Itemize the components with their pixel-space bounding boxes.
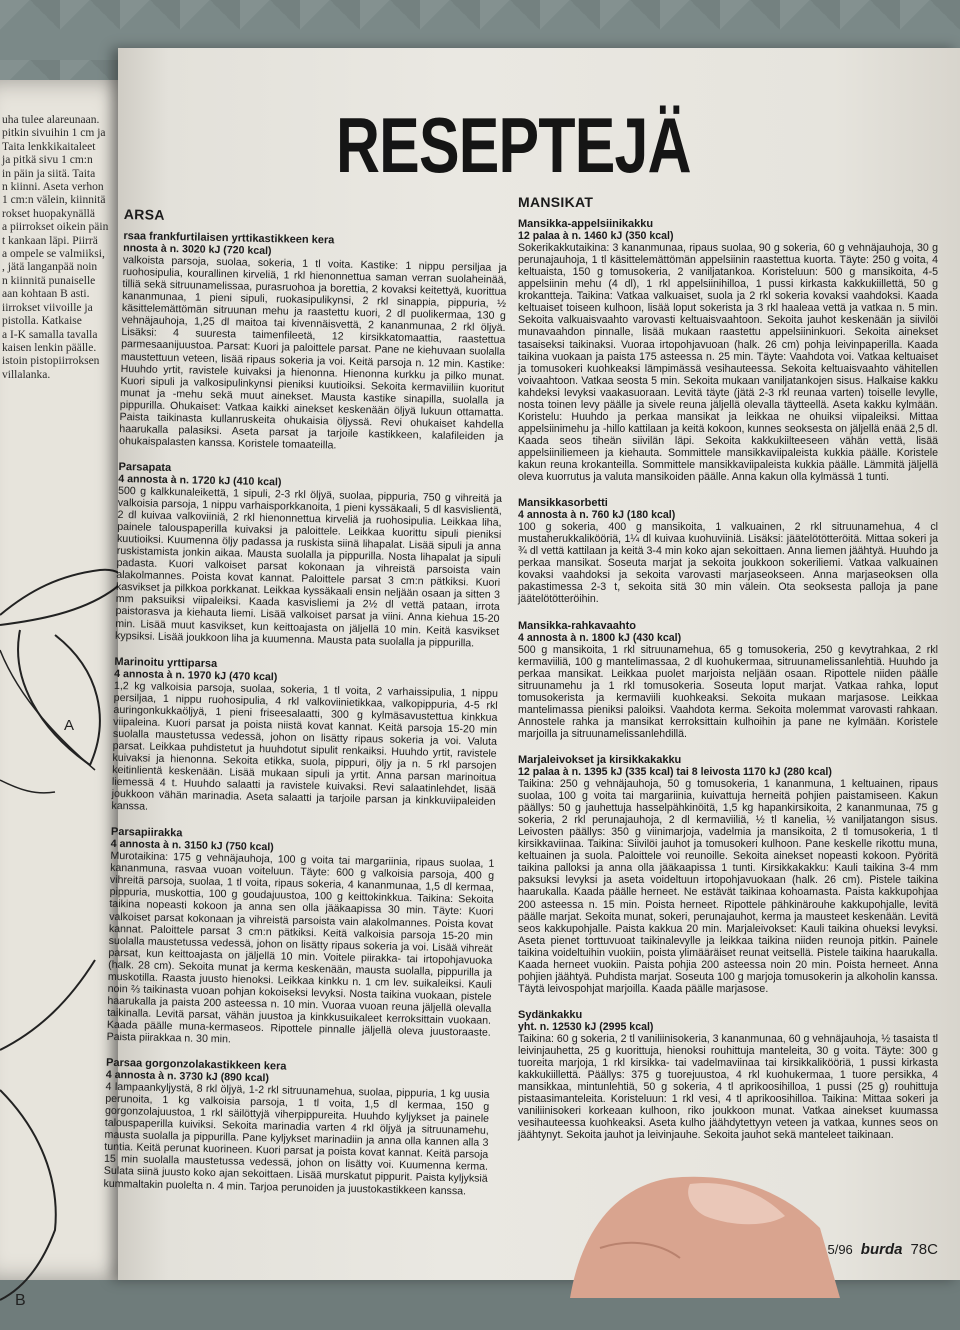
- recipe-kcal: yht. n. 12530 kJ (2995 kcal): [518, 1020, 654, 1033]
- recipe-body: Taikina: 60 g sokeria, 2 tl vaniliinisokeria, 3 kananmunaa, 60 g vehnäjauhoja, ½ tasaista tl leivinjauhetta, 25 g kuorittuja, hienoksi rouhittuja manteleita, 30 g voita. Täyte: 300 g tuoreita marjoja, 1 rkl kirsikka- tai vadelmaviinaa tai kirsikkalikööriä, 1 pussi kirkasta kakkukiillettä. Päällys: 375 g tuorejuustoa, 4 rkl kuohukermaa, 1 tuore persikka, 4 mansikkaa, mintunlehtiä, 50 g sokeria, 4 tl aprikoosihilloa, 1 pussi (25 g) rouhittuja pistaasimanteleita. Koristeluun: 1 rkl vesi, 4 tl aprikoosihilloa. Taikina: Mittaa sokeri ja vaniliinisokeri korkeaan kulhoon, riko joukkoon munat. Vatkaa ainekset kuumassa vesihauteessa kuohkeaksi. Aseta kulho jäähdytettyyn veteen ja vatkaa, kunnes seos on jäähtynyt. Sekoita jauhot ja leivinjauhe. Sekoita jauhot sekä manteleet taikinaan.: [518, 1033, 938, 1142]
- recipe-title: rsaa frankfurtilaisen yrttikastikkeen kera: [123, 230, 335, 247]
- left-page-line: a I-K samalla tavalla: [2, 328, 98, 341]
- left-page-line: Taita lenkkikaitaleet: [2, 140, 96, 153]
- left-page-line: kaisen lenkin päälle.: [2, 341, 97, 354]
- recipe-kcal: 12 palaa à n. 1395 kJ (335 kcal) tai 8 leivosta 1170 kJ (280 kcal): [518, 766, 832, 779]
- left-page-line: n kiinni. Aseta verhon: [2, 181, 104, 194]
- left-page-line: pistolla. Katkaise: [2, 315, 82, 328]
- recipe-body: Murotaikina: 175 g vehnäjauhoja, 100 g voita tai margariinia, ripaus suolaa, 1 kananmuna, rasvaa vuoan voiteluun. Täyte: 600 g valkoisia parsoja, 400 g vihreitä parsoja, suolaa, 1 tl voita, ripaus sokeria, 4 kananmunaa, 1,5 dl kermaa, pippuria, muskottia, 100 g goudajuustoa, 100 g keittokinkkua. Taikina: Sekoita taikina nopeasti kokoon ja anna sen olla jääkaapissa 30 min. Täyte: Kuori valkoiset parsat kokonaan ja vihreistä parsoista vain alakolmannes. Poista kovat kannat. Paloittele parsat 3 cm:n pätkiksi. Keitä valkoisia parsoja 15-20 min suolalla maustetussa vedessä, johon on lisätty ripaus sokeria ja voi. Lisää vihreät parsat, kun keittoajasta on jäljellä 10 min. Voitele piirakka- tai irtopohjavuoka (halk. 28 cm). Sekoita munat ja kerma keskenään, mausta suolalla, pippurilla ja muskotilla. Raasta juusto hienoksi. Leikkaa kinkku n. 1 cm lev. suikaleiksi. Kauli noin ⅔ taikinasta vuoan pohjan kokoiseksi levyksi. Nosta taikina vuokaan, pistele haarukalla ja paista 200 asteessa n. 10 min. Vuoraa vuoan reuna jäljellä olevalla taikinalla. Levitä parsat, vähän juustoa ja kinkkusuikaleet kerroksittain vuokaan. Kaada päälle muna-kermaseos. Ripottele pinnalle jäljellä oleva juustoraaste. Paista piirakkaa n. 30 min.: [106, 850, 495, 1046]
- recipe-title: Parsaa gorgonzolakastikkeen kera: [105, 1056, 287, 1073]
- recipe-title: Marjaleivokset ja kirsikkakakku: [518, 753, 682, 766]
- pattern-label-a: A: [64, 717, 75, 734]
- left-recipes: [103, 230, 507, 1197]
- left-column: [103, 208, 508, 1211]
- section-title-parsa: ARSA: [123, 206, 165, 223]
- page-number: 78C: [910, 1241, 938, 1258]
- page-footer: [827, 1241, 938, 1258]
- right-column: [518, 196, 938, 1155]
- left-page-line: , jätä langanpää noin: [2, 261, 98, 274]
- left-page-line: 1 cm:n välein, kiinnitä: [2, 194, 106, 207]
- recipe: [115, 461, 503, 650]
- left-page-line: uha tulee alareunaan.: [2, 114, 100, 126]
- recipe-body: valkoista parsoja, suolaa, sokeria, 1 tl voita. Kastike: 1 nippu persiljaa ja ruohosipulia, kourallinen kirveliä, 1 rkl hienonnettua saman verran suolaheinää, tilliä sekä sitruunamelissaa, purasruohoa ja borettia, 2 kovaksi keitettyä, kuorittua kananmunaa, 1 pieni sipuli, ruokasipulikynsi, 2 rkl sinappia, pippuria, ½ käsittelemättömän sitruunan mehu ja raastettu kuori, 2 dl puolikermaa, 130 g vehnäjauhoja, 1,25 dl maitoa tai kivennäisvettä, 2 kananmunaa, 2 rkl öljyä. Lisäksi: 4 suuresta taimenfileetä, 12 kirsikkatomaattia, raastettua parmesaanijuustoa. Parsat: Kuori ja paloittele parsat. Pane ne kiehuvaan suolalla maustettuun veteen, lisää ripaus sokeria ja voi. Keitä parsoja n. 12 min. Kastike: Huuhdo yrtit, ravistele kuivaksi ja hienonna. Hienonna kurkku ja pilko munat. Kuori sipuli ja valkosipulinkynsi pieniksi kuutioiksi. Sekoita kermaviiliin kuoritut munat ja -mehu sekä muut ainekset. Mausta kastike sinapilla, suolalla ja pippurilla. Ohukaiset: Vatkaa kaikki ainekset keskenään öljyä lukuun ottamatta. Paista taikinasta kullanruskeita ohukaisia öljyssä. Revi ohukaiset kahdella haarukalla palasiksi. Aseta parsat ja tarjoile kastikkeen, kalafileiden ja ohukaispalasten kanssa. Koristele tomaateilla.: [118, 254, 507, 452]
- recipe-kcal: 4 annosta à n. 1970 kJ (470 kcal): [114, 667, 278, 683]
- left-page-line: a piirrokset oikein päin: [2, 221, 109, 234]
- left-page-line: a ompele se valmiiksi,: [2, 248, 105, 261]
- recipe-body: Sokerikakkutaikina: 3 kananmunaa, ripaus suolaa, 90 g sokeria, 60 g vehnäjauhoja, 30 g perunajauhoja, 1 tl käsittelemättömän appelsiinin raastettua kuorta. Täyte: 250 g voita, 4 keltuaista, 150 g tomusokeria, 2 vaniljatankoa. Koristeluun: 500 g mansikoita, 4-5 appelsiinin mehu (4 dl), 1 rkl appelsiinihilloa, 1 pussi kirkasta kakkukiillettä, 50 g krokantteja. Taikina: Vatkaa valkuaiset, suola ja 2 rkl sokeria kovaksi vaahdoksi. Kaada keltuaiset toiseen kulhoon, lisää loput sokerista ja 3 rkl haaleaa vettä ja vatkaa n. 5 min. Sekoita valkuaisvaahto varovasti keltuaisvaahtoon. Sekoita jauhot keskenään ja siivilöi munavaahdon pinnalle, lisää mukaan raastettu appelsiininkuori. Sekoita ainekset tasaiseksi taikinaksi. Vuoraa irtopohjavuoan (halk. 26 cm) pohja leivinpaperilla. Kaada taikina vuokaan ja paista 175 asteessa n. 25 min. Täyte: Vaahdota voi. Vatkaa keltuaiset ja tomusokeri kuohkeaksi lämpimässä vesihauteessa. Sekoita keltuaisvaahto vähitellen voivaahtoon. Vatkaa seosta 5 min. Sekoita mukaan vaniljatankojen sisus. Halkaise kakku kahdeksi levyksi vaakasuoraan. Levitä täyte (jätä 2-3 rkl reunaa varten) toiselle levylle, nosta toinen levy päälle ja sivele reuna jäljellä olevalla täytteellä. Aseta kakku kylmään. Koristelu: Huuhdo ja perkaa mansikat ja leikkaa ne ohuiksi viipaleiksi. Mittaa appelsiinimehu ja -hillo kattilaan ja keitä kokoon, kunnes seoksesta on jäljellä enää 2,5 dl. Kaada seos tiheän siivilän läpi. Sekoita kakkukiilteeseen vähän vettä, lisää appelsiiniliemeen ja kiehauta. Sommittele mansikkaviipaleista kukkia päälle. Koristele kakun reuna krokanteilla. Sommittele mansikkaviipaleista kukkia päälle. Lämmitä jäljellä oleva kuorrutus ja valuta mansikoiden päälle. Anna kakun olla kylmässä 1 tunti.: [518, 242, 938, 484]
- recipe-kcal: 4 annosta à n. 3730 kJ (890 kcal): [105, 1068, 270, 1085]
- recipe: [518, 754, 938, 995]
- left-page-line: pitkin sivuihin 1 cm ja: [2, 127, 106, 140]
- recipe-title: Mansikka-appelsiinikakku: [518, 218, 654, 231]
- recipe-body: 500 g kalkkunaleikettä, 1 sipuli, 2-3 rkl öljyä, suolaa, pippuria, 750 g vihreitä ja valkoisia parsoja, 1 nippu varhaisporkkanoita, 1 pieni kyssäkaali, 5 dl kasvislientä, 2 dl kuivaa valkoviiniä, 2 rkl hienonnettua kirveliä ja ruohosipulia. Leikkaa liha, painele talouspaperilla kuivaksi ja paloittele. Leikkaa kuorittu sipuli pieniksi kuutioiksi. Kuumenna öljy padassa ja ruskista siinä lihapalat. Lisää sipuli ja anna ruskistamista jonkin aikaa. Mausta suolalla ja pippurilla. Nosta lihapalat ja sipuli padasta. Kuori valkoiset parsat kokonaan ja vihreistä parsoista vain alakolmannes. Poista kovat kannat. Paloittele parsat 3 cm:n pätkiksi. Kuori kasvikset ja pilkkoa porkkanat. Leikkaa kyssäkaali ensin neljään osaan ja sitten 3 mm paksuiksi viipaleiksi. Kaada kasvisliemi ja 2½ dl vettä pataan, irrota paistorasva ja kiehauta liemi. Lisää valkoiset parsat ja viini. Anna kiehua 15-20 min. Lisää muut kasvikset, kun keittoajasta on jäljellä 10 min. Keitä kasvikset kypsiksi. Lisää joukkoon liha ja kuumenna. Mausta pata suolalla ja pippurilla.: [114, 484, 503, 649]
- left-page-line: aan kohtaan B asti.: [2, 288, 90, 301]
- recipe-title: Marinoitu yrttiparsa: [114, 655, 218, 670]
- recipe-kcal: 4 annosta à n. 760 kJ (180 kcal): [518, 509, 676, 522]
- recipe-title: Parsapiirakka: [110, 826, 183, 840]
- recipe: [107, 826, 495, 1051]
- recipe-title: Mansikka-rahkavaahto: [518, 619, 636, 632]
- recipe-title: Parsapata: [118, 460, 172, 474]
- thumb-photo: [540, 1168, 840, 1298]
- recipe-title: Sydänkakku: [518, 1008, 583, 1021]
- left-page-line: istoin pistopiirroksen: [2, 355, 100, 368]
- left-page-line: ja pitkä sivu 1 cm:n: [2, 154, 93, 167]
- right-recipes: [518, 218, 938, 1141]
- left-page-line: rokset huopakynällä: [2, 207, 95, 220]
- recipe: [518, 218, 938, 483]
- recipe: [518, 620, 938, 740]
- left-page-line: n kiinnitä punaiselle: [2, 274, 96, 287]
- recipe: [518, 497, 938, 605]
- recipe-body: 1,2 kg valkoisia parsoja, suolaa, sokeria, 1 tl voita, 2 varhaissipulia, 1 nippu persiljaa, 1 nippu ruohosipulia, 4 rkl valkoviinietikkaa, valkopippuria, 4-5 rkl auringonkukkaöljyä, 1 pieni friseesalaatti, 300 g kylmäsavustettua kinkkua viipaleina. Kuori parsat ja poista niistä kovat kannat. Keitä parsoja 15-20 min suolalla maustetussa vedessä, johon on lisätty ripaus sokeria ja voi. Valuta parsat. Leikkaa puhdistetut ja huuhdotut sipulit renkaiksi. Huuhdo yrtit, ravistele kuivaksi ja hienonna. Sekoita etikka, suola, pippuri, öljy ja n. 5 rkl parsojen keitinlientä keskenään. Lisää mukaan sipuli ja yrtit. Anna parsan marinoitua liemessä 4 t. Huuhdo salaatti ja ravistele kuivaksi. Revi salaatinlehdet, lisää joukkoon vähän marinadia. Aseta salaatti ja tarjoile parsan ja kinkkuviipaleiden kanssa.: [111, 679, 499, 813]
- pattern-label-b: B: [15, 1292, 26, 1309]
- recipe-kcal: 4 annosta à n. 3150 kJ (750 kcal): [110, 838, 274, 854]
- recipe-title: Mansikkasorbetti: [518, 497, 608, 510]
- left-page-text: [2, 114, 132, 382]
- recipe-body: Taikina: 250 g vehnäjauhoja, 50 g tomusokeria, 1 kananmuna, 1 keltuainen, ripaus suolaa, 100 g voita tai margariinia, kuivattuja herneitä pohjien paistamiseen. Kakun päällys: 50 g jauhettuja hasselpähkinöitä, 1,5 kg hapankirsikoita, 2 kananmunaa, 75 g sokeria, 2 rkl perunajauhoja, 2 dl kermaviiliä, ½ tl kanelia, ½ vaniljatangon sisus. Leivosten päällys: 350 g viinimarjoja, vadelmia ja mansikoita, 2 tl tomusokeria, 1 tl kirsikkaviinaa. Taikina: Siivilöi jauhot ja tomusokeri kulhoon. Pane keskelle rikottu muna, keltuainen ja suola. Paloittele voi reunoille. Sekoita ainekset nopeasti kokoon. Pyöritä taikina palloksi ja anna olla jääkaapissa 1 tunti. Kirsikkakakku: Kauli taikina 3-4 mm paksuksi levyksi ja aseta voideltuun irtopohjavuokaan (halk. 26 cm). Pistele taikina haarukalla. Kaada päälle herneet. Ne estävät taikinaa kohoamasta. Paista kakkupohjaa 200 asteessa n. 15 min. Poista herneet. Ripottele pähkinärouhe kakkupohjalle, levitä päälle marjat. Sekoita munat, sokeri, perunajauhot, kerma ja mausteet keskenään. Levitä seos kakkupohjalle. Paista kakkua 20 min. Marjaleivokset: Kauli taikina ohueksi levyksi. Aseta pienet torttuvuoat taikinalevylle ja leikkaa taikina niiden reunoja pitkin. Painele taikina voideltuihin vuokiin, poista ylimääräiset reunat veitsellä. Pistele taikina haarukalla. Kaada herneet vuokiin. Paista pohjia 200 asteessa noin 20 min. Poista herneet. Anna pohjien jäähtyä. Puhdista marjat. Soseuta 100 g marjoja tomusokerin ja alkoholin kanssa. Täytä leivospohjat marjoilla. Kaada päälle marjasose.: [518, 778, 938, 995]
- recipe-body: 100 g sokeria, 400 g mansikoita, 1 valkuainen, 2 rkl sitruunamehua, 4 cl mustaherukkalikööriä, 1¼ dl kuivaa kuohuviiniä. Lisäksi: jäätelötötteröitä. Mittaa sokeri ja ¾ dl vettä kattilaan ja keitä 3-4 min koko ajan sekoittaen. Anna liemen jäähtyä. Huuhdo ja perkaa mansikat. Soseuta marjat ja sekoita joukkoon sokeriliemi. Vatkaa valkuainen kovaksi vaahdoksi ja sekoita varovasti marjaseokseen. Anna marjaseoksen olla pakastimessa 2-3 t, sekoita sitä 30 min välein. Ota seoksesta palloja ja pane jäätelötötteröihin.: [518, 521, 938, 606]
- left-page-line: t kankaan läpi. Piirrä: [2, 234, 98, 247]
- recipe-body: 500 g mansikoita, 1 rkl sitruunamehua, 65 g tomusokeria, 250 g kevytrahkaa, 2 rkl kermaviiliä, 100 g mantelimassaa, 2 dl kuohukermaa, sitruunamelissanlehtiä. Huuhdo ja perkaa mansikat. Leikkaa puolet marjoista neljään osaan. Ripottele niiden päälle sitruunamehu ja 1 rkl tomusokeria. Soseuta loput marjat. Vatkaa rahka, loput tomusokerista ja kermaviili kuohkeaksi. Sekoita mukaan marjasose. Leikkaa mantelimassa pieniksi paloiksi. Vaahdota kerma. Sekoita molemmat varovasti rahkaan. Annostele rahka ja mansikat kerroksittain kulhoihin ja pane ne kylmään. Koristele marjoilla ja sitruunamelissanlehdillä.: [518, 643, 938, 740]
- recipe-kcal: 4 annosta à n. 1720 kJ (410 kcal): [118, 472, 282, 489]
- left-page-line: in päin ja siitä. Taita: [2, 167, 96, 180]
- recipe-body: 4 lampaankyljystä, 8 rkl öljyä, 1-2 rkl sitruunamehua, suolaa, pippuria, 1 kg uusia perunoita, 1 kg valkoisia parsoja, 1 tl voita, 1,5 dl kermaa, 150 g gorgonzolajuustoa, 1 rkl säilöttyjä viherpippureita. Huuhdo kyljykset ja painele talouspaperilla kuiviksi. Sekoita marinadia varten 4 rkl öljyä ja sitruunamehu, mausta suolalla ja pippurilla. Pane kyljykset marinadiin ja anna olla kannen alla 3 tuntia. Keitä perunat kuorineen. Kuori parsat ja poista kovat kannat. Keitä parsoja 15 min suolalla maustetussa vedessä, johon on lisätty voi. Kuumenna kerma. Sulata siinä juusto koko ajan sekoittaen. Lisää murskatut pippurit. Paista kyljyksiä kummaltakin puolelta n. 4 min. Tarjoa perunoiden ja juustokastikkeen kanssa.: [103, 1080, 490, 1197]
- recipe: [518, 1009, 938, 1142]
- recipe: [119, 230, 507, 455]
- page-title: RESEPTEJÄ: [336, 101, 691, 189]
- recipe: [103, 1057, 490, 1198]
- left-page-line: iirrokset viivoille ja: [2, 301, 93, 314]
- left-page-line: villalanka.: [2, 368, 51, 381]
- issue-number: 5/96: [827, 1242, 853, 1257]
- recipe-kcal: nnosta à n. 3020 kJ (720 kcal): [123, 242, 272, 258]
- brand-logo: burda: [860, 1241, 903, 1258]
- main-page: [103, 48, 960, 1280]
- recipe-kcal: 12 palaa à n. 1460 kJ (350 kcal): [518, 230, 674, 243]
- section-title-mansikat: MANSIKAT: [518, 194, 594, 210]
- recipe: [111, 655, 498, 820]
- recipe-kcal: 4 annosta à n. 1800 kJ (430 kcal): [518, 631, 682, 644]
